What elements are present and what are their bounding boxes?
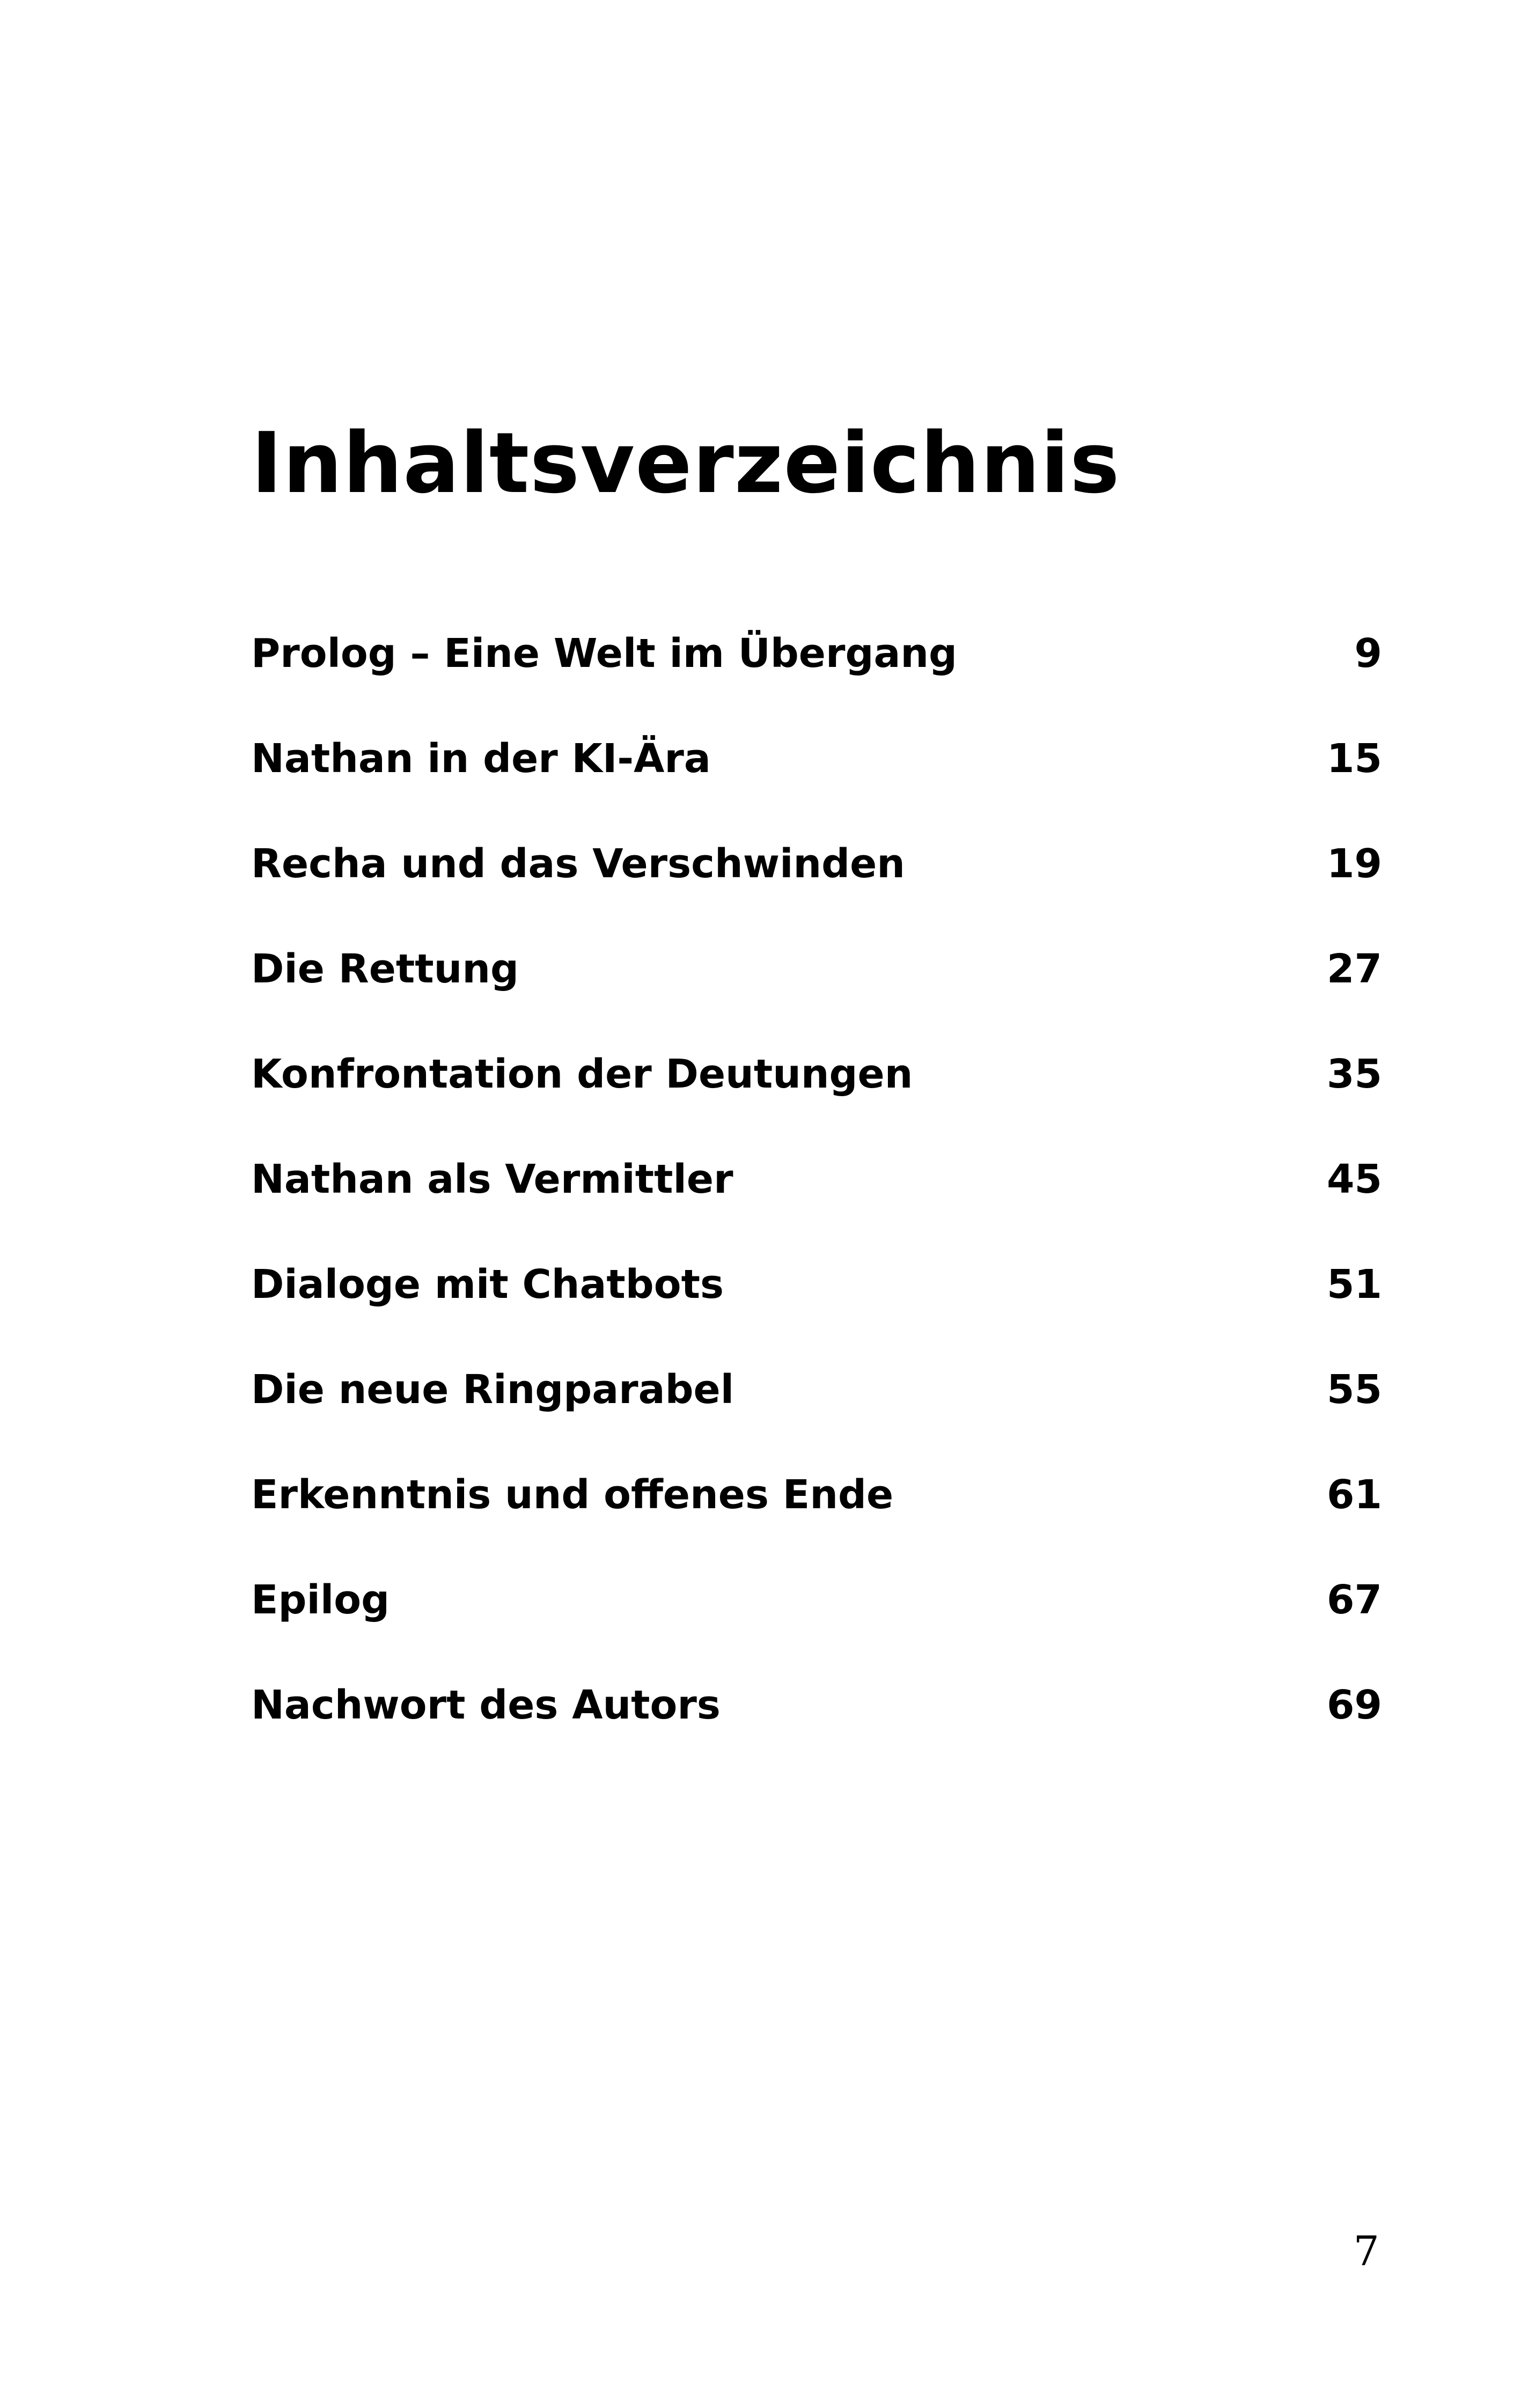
toc-entry [251, 1676, 1382, 1781]
toc-entry [251, 834, 1382, 939]
toc-entry-title: Nathan als Vermittler [251, 1156, 733, 1202]
toc-entry-page: 61 [1327, 1472, 1382, 1518]
toc-entry-title: Konfrontation der Deutungen [251, 1051, 913, 1097]
toc-entry-title: Dialoge mit Chatbots [251, 1261, 724, 1308]
toc-entry-title: Epilog [251, 1577, 390, 1623]
toc-entry-page: 19 [1327, 841, 1382, 887]
toc-entry-title: Prolog – Eine Welt im Übergang [251, 630, 958, 677]
toc-entry-page: 55 [1327, 1367, 1382, 1413]
toc-entry [251, 1465, 1382, 1570]
toc-entry [251, 624, 1382, 729]
toc-entry [251, 729, 1382, 834]
toc-entry-title: Die neue Ringparabel [251, 1367, 734, 1413]
toc-entry-page: 27 [1327, 946, 1382, 992]
toc-list [251, 624, 1382, 1781]
toc-entry [251, 1045, 1382, 1150]
toc-entry-page: 15 [1327, 736, 1382, 782]
page-number: 7 [1353, 2227, 1379, 2275]
toc-entry-page: 69 [1327, 1682, 1382, 1728]
toc-entry [251, 1255, 1382, 1360]
toc-entry-page: 9 [1354, 630, 1382, 677]
toc-entry-page: 35 [1327, 1051, 1382, 1097]
toc-entry-page: 51 [1327, 1261, 1382, 1308]
toc-entry [251, 939, 1382, 1045]
toc-title: Inhaltsverzeichnis [251, 414, 1120, 512]
toc-entry-title: Erkenntnis und offenes Ende [251, 1472, 894, 1518]
toc-entry-page: 45 [1327, 1156, 1382, 1202]
toc-entry-title: Nathan in der KI-Ära [251, 736, 711, 782]
toc-entry [251, 1360, 1382, 1465]
toc-entry [251, 1570, 1382, 1676]
toc-entry-page: 67 [1327, 1577, 1382, 1623]
toc-entry-title: Die Rettung [251, 946, 519, 992]
toc-entry-title: Recha und das Verschwinden [251, 841, 905, 887]
toc-entry [251, 1150, 1382, 1255]
toc-entry-title: Nachwort des Autors [251, 1682, 721, 1728]
